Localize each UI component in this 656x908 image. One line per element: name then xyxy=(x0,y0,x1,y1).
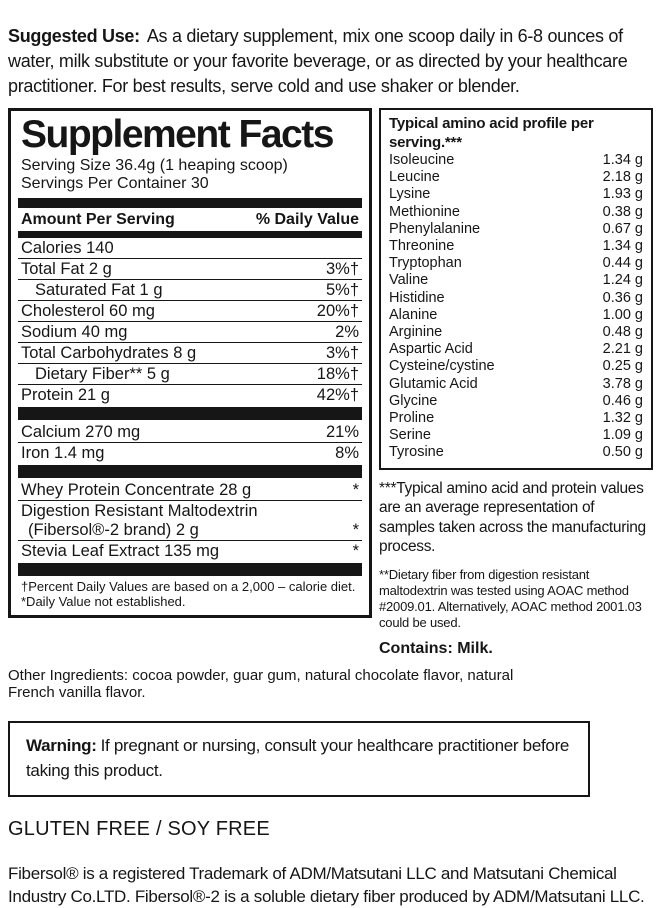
amino-row xyxy=(389,324,643,341)
supplement-facts-panel xyxy=(8,108,372,618)
amino-value: 1.09 g xyxy=(602,427,643,444)
not-established-footnote: *Daily Value not established. xyxy=(21,594,186,609)
ingredient-row xyxy=(18,540,362,561)
amino-value: 0.46 g xyxy=(602,392,643,409)
section-divider xyxy=(18,198,362,208)
ingredient-daily-value: * xyxy=(352,542,359,560)
amino-value: 1.32 g xyxy=(602,410,643,427)
amino-row xyxy=(389,238,643,255)
trademark-note: Fibersol® is a registered Trademark of ADM/Matsutani LLC and Matsutani Chemical Industry Co.LTD. Fibersol®-2 is a soluble dietary fiber produced by ADM/Matsutani LLC. xyxy=(8,863,645,906)
mineral-daily-value: 8% xyxy=(335,444,359,462)
nutrients-section xyxy=(18,238,362,405)
section-divider xyxy=(18,231,362,238)
nutrient-name: Cholesterol 60 mg xyxy=(21,302,155,320)
daily-value-label: % Daily Value xyxy=(255,211,359,228)
amino-name: Glutamic Acid xyxy=(389,375,478,392)
mineral-row xyxy=(18,442,362,463)
contains-statement: Contains: Milk. xyxy=(379,639,493,657)
nutrient-row xyxy=(18,342,362,363)
nutrient-name: Total Carbohydrates 8 g xyxy=(21,344,197,362)
amino-value: 2.21 g xyxy=(602,341,643,358)
amino-name: Glycine xyxy=(389,392,438,409)
amino-name: Isoleucine xyxy=(389,152,455,168)
amino-name: Threonine xyxy=(389,238,455,255)
amino-row xyxy=(389,152,643,169)
amino-name: Alanine xyxy=(389,306,438,323)
amount-per-serving-label: Amount Per Serving xyxy=(21,211,175,228)
amino-row xyxy=(389,427,643,444)
amino-row xyxy=(389,444,643,461)
nutrient-name: Total Fat 2 g xyxy=(21,260,112,278)
nutrient-daily-value: 18%† xyxy=(316,365,359,383)
amino-value: 0.67 g xyxy=(602,220,643,237)
amino-value: 0.36 g xyxy=(602,289,643,306)
amino-name: Lysine xyxy=(389,186,431,203)
nutrient-name: Saturated Fat 1 g xyxy=(35,281,163,299)
warning-text: If pregnant or nursing, consult your healthcare practitioner before taking this product. xyxy=(26,735,570,780)
amino-value: 0.25 g xyxy=(602,358,643,375)
amino-name: Valine xyxy=(389,272,429,289)
ingredients-section xyxy=(18,480,362,561)
dietary-fiber-footnote: **Dietary fiber from digestion resistant maltodextrin was tested using AOAC method #2009.01. Alternatively, AOAC method 2001.03 could be used. xyxy=(379,566,642,630)
nutrient-daily-value: 5%† xyxy=(325,281,359,299)
nutrient-daily-value: 3%† xyxy=(325,344,359,362)
amino-value: 0.38 g xyxy=(602,203,643,220)
mineral-daily-value: 21% xyxy=(325,423,359,441)
amino-row xyxy=(389,204,643,221)
calories-row xyxy=(18,238,362,258)
amino-value: 0.48 g xyxy=(602,324,643,341)
amino-column xyxy=(379,108,653,658)
amino-name: Tryptophan xyxy=(389,255,462,272)
amino-row xyxy=(389,341,643,358)
supplement-facts-title: Supplement Facts xyxy=(21,113,333,156)
amino-row xyxy=(389,393,643,410)
ingredient-name-line1: Digestion Resistant Maltodextrin xyxy=(21,502,258,520)
ingredient-name: Whey Protein Concentrate 28 g xyxy=(21,481,252,499)
amino-row xyxy=(389,290,643,307)
facts-panels xyxy=(8,108,648,658)
warning-label: Warning: xyxy=(26,735,97,755)
servings-per-container: Servings Per Container 30 xyxy=(21,175,209,192)
amino-row xyxy=(389,255,643,272)
ingredient-daily-value: * xyxy=(352,481,359,499)
nutrient-daily-value: 2% xyxy=(335,323,359,341)
suggested-use-paragraph xyxy=(8,24,656,99)
amino-value: 0.50 g xyxy=(602,444,643,461)
ingredient-name-line2: (Fibersol®-2 brand) 2 g xyxy=(28,521,199,539)
gluten-free-claim: GLUTEN FREE / SOY FREE xyxy=(8,817,270,840)
facts-header-row xyxy=(18,208,362,231)
warning-box xyxy=(8,721,590,797)
nutrient-row xyxy=(18,258,362,279)
section-divider xyxy=(18,563,362,576)
nutrient-name: Sodium 40 mg xyxy=(21,323,128,341)
amino-name: Histidine xyxy=(389,289,445,306)
mineral-name: Iron 1.4 mg xyxy=(21,444,105,462)
nutrient-row xyxy=(18,363,362,384)
calories-value: Calories 140 xyxy=(21,239,114,257)
amino-name: Cysteine/cystine xyxy=(389,358,495,375)
nutrient-daily-value: 20%† xyxy=(316,302,359,320)
nutrient-row xyxy=(18,384,362,405)
ingredient-name: Stevia Leaf Extract 135 mg xyxy=(21,542,220,560)
amino-name: Proline xyxy=(389,410,435,427)
amino-row xyxy=(389,221,643,238)
amino-value: 1.34 g xyxy=(602,238,643,255)
amino-profile-panel xyxy=(379,108,653,470)
amino-row xyxy=(389,376,643,393)
mineral-name: Calcium 270 mg xyxy=(21,423,141,441)
amino-row xyxy=(389,272,643,289)
suggested-use-text: As a dietary supplement, mix one scoop daily in 6-8 ounces of water, milk substitute or your favorite beverage, or as directed by your healthcare practitioner. For best results, serve cold and use shaker or blender. xyxy=(8,26,628,96)
amino-value: 1.24 g xyxy=(602,272,643,289)
ingredient-row xyxy=(18,480,362,500)
amino-name: Tyrosine xyxy=(389,444,444,461)
nutrient-name: Protein 21 g xyxy=(21,386,110,404)
nutrient-row xyxy=(18,321,362,342)
amino-row xyxy=(389,410,643,427)
nutrient-row xyxy=(18,279,362,300)
ingredient-daily-value: * xyxy=(352,521,359,539)
amino-value: 1.93 g xyxy=(602,186,643,203)
mineral-row xyxy=(18,422,362,442)
other-ingredients: Other Ingredients: cocoa powder, guar gum, natural chocolate flavor, natural French vanilla flavor. xyxy=(8,666,514,701)
ingredient-name xyxy=(21,502,258,540)
suggested-use-label: Suggested Use: xyxy=(8,26,140,46)
serving-size: Serving Size 36.4g (1 heaping scoop) xyxy=(21,157,288,174)
daily-value-footnote: †Percent Daily Values are based on a 2,000 – calorie diet. xyxy=(21,579,356,594)
section-divider xyxy=(18,465,362,478)
amino-typical-footnote: ***Typical amino acid and protein values are an average representation of samples taken across the manufacturing process. xyxy=(379,479,646,556)
amino-name: Methionine xyxy=(389,203,460,220)
nutrient-daily-value: 42%† xyxy=(316,386,359,404)
amino-row xyxy=(389,186,643,203)
minerals-section xyxy=(18,422,362,463)
amino-name: Serine xyxy=(389,427,431,444)
amino-value: 2.18 g xyxy=(602,169,643,186)
amino-row xyxy=(389,307,643,324)
nutrient-name: Dietary Fiber** 5 g xyxy=(35,365,170,383)
amino-row xyxy=(389,169,643,186)
section-divider xyxy=(18,407,362,420)
nutrient-daily-value: 3%† xyxy=(325,260,359,278)
amino-name: Arginine xyxy=(389,324,443,341)
ingredient-row xyxy=(18,500,362,540)
nutrient-row xyxy=(18,300,362,321)
amino-value: 1.34 g xyxy=(602,152,643,168)
amino-row xyxy=(389,358,643,375)
amino-name: Leucine xyxy=(389,169,440,186)
amino-name: Aspartic Acid xyxy=(389,341,473,358)
amino-profile-title: Typical amino acid profile per serving.*** xyxy=(389,115,594,151)
amino-value: 3.78 g xyxy=(602,375,643,392)
amino-name: Phenylalanine xyxy=(389,220,481,237)
amino-value: 0.44 g xyxy=(602,255,643,272)
amino-value: 1.00 g xyxy=(602,306,643,323)
